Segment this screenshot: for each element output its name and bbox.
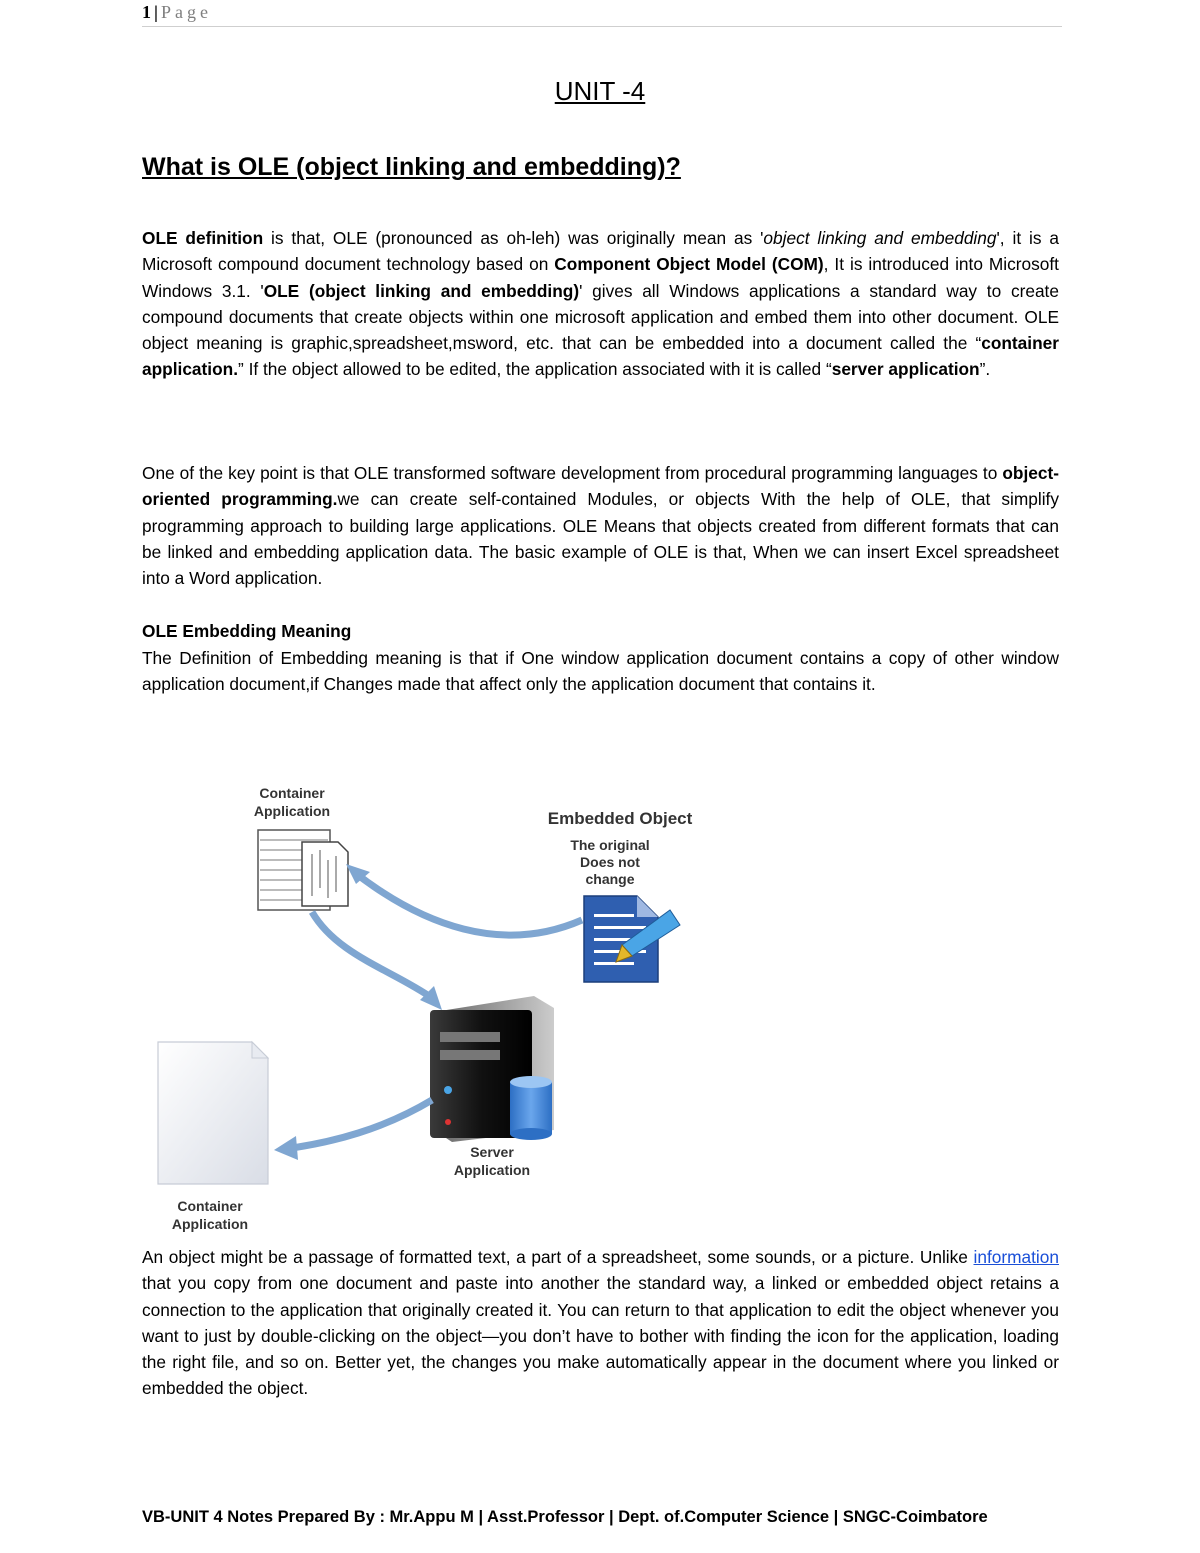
unit-title: UNIT -4 (554, 76, 646, 106)
container-bottom-label-1: Container (177, 1198, 243, 1214)
term-ole-bold: OLE (object linking and embedding) (263, 280, 580, 301)
container-top-document-icon (258, 830, 348, 910)
page-word: Page (160, 2, 212, 22)
para2-text-1: One of the key point is that OLE transformed software development from procedural programming languages to (142, 463, 1003, 483)
container-top-label-1: Container (259, 785, 325, 801)
para1-text-5: ” If the object allowed to be edited, the application associated with it is called “ (238, 359, 832, 380)
container-bottom-document-icon (158, 1042, 268, 1184)
arrow-to-server (312, 912, 432, 998)
embedding-paragraph: The Definition of Embedding meaning is that if One window application document contains a copy of other window application document,if Changes made that affect only the application document that contains it. (142, 648, 1059, 695)
para4-text-2: that you copy from one document and paste into another the standard way, a linked or embedded object retains a connection to the application that originally created it. You can return to that application to edit the object whenever you want to just by double-clicking on the object—you don’t have to bother with finding the icon for the application, loading the right file, and so on. Better yet, the changes you make automatically appear in the document where you linked or embedded the object. (142, 1273, 1059, 1399)
para4-text-1: An object might be a passage of formatted text, a part of a spreadsheet, some sounds, or a picture. Unlike (142, 1247, 974, 1267)
server-label-1: Server (470, 1144, 514, 1160)
embedded-line-2: Does not (580, 854, 640, 870)
information-link[interactable]: information (973, 1247, 1059, 1267)
para1-text-6: ”. (979, 359, 991, 380)
para1-text-4: ' gives all Windows applications a standard way to create compound documents that create objects within one microsoft application and embed them into other document. OLE object meaning is graphic,spreadsheet,msword, etc. that can be embedded into a document called the “ (142, 280, 1059, 354)
para1-text-2: ', it is a Microsoft compound document technology based on (142, 228, 1059, 275)
container-bottom-label-2: Application (171, 1216, 249, 1232)
ole-keypoint-paragraph (142, 460, 1059, 591)
container-top-label-2: Application (253, 803, 331, 819)
ole-diagram (142, 770, 762, 1240)
para1-text-1: is that, OLE (pronounced as oh-leh) was originally mean as ' (263, 228, 764, 248)
embedded-line-3: change (585, 871, 635, 887)
page-number: 1 (142, 2, 151, 22)
para1-text-3: , It is introduced into Microsoft Windows 3.1. ' (142, 254, 1059, 301)
server-label-2: Application (453, 1162, 531, 1178)
term-container-application: container application. (142, 333, 1059, 380)
term-ole-definition: OLE definition (142, 228, 264, 248)
para2-text-2: we can create self-contained Modules, or objects With the help of OLE, that simplify programming approach to building large applications. OLE Means that objects created from different formats that can be linked and embedding application data. The basic example of OLE is that, When we can insert Excel spreadsheet into a Word application. (142, 489, 1060, 589)
page-footer: VB-UNIT 4 Notes Prepared By : Mr.Appu M | Asst.Professor | Dept. of.Computer Science | SNGC-Coimbatore (142, 1508, 988, 1526)
embedding-heading: OLE Embedding Meaning (142, 621, 352, 641)
page-header (142, 0, 1062, 27)
database-icon (510, 1076, 552, 1140)
embedded-object-title: Embedded Object (547, 809, 693, 828)
header-separator: | (154, 2, 158, 22)
main-heading: What is OLE (object linking and embedding)? (142, 153, 681, 181)
object-paragraph (142, 1244, 1059, 1402)
arrow-to-container-bottom (292, 1100, 432, 1148)
term-com: Component Object Model (COM) (554, 254, 824, 275)
term-server-application: server application (831, 359, 980, 380)
term-object-linking-italic: object linking and embedding (763, 228, 997, 248)
term-oop: object-oriented programming. (142, 463, 1059, 510)
arrow-to-container-top (354, 872, 582, 935)
embedded-line-1: The original (570, 837, 650, 853)
ole-definition-paragraph (142, 225, 1059, 383)
